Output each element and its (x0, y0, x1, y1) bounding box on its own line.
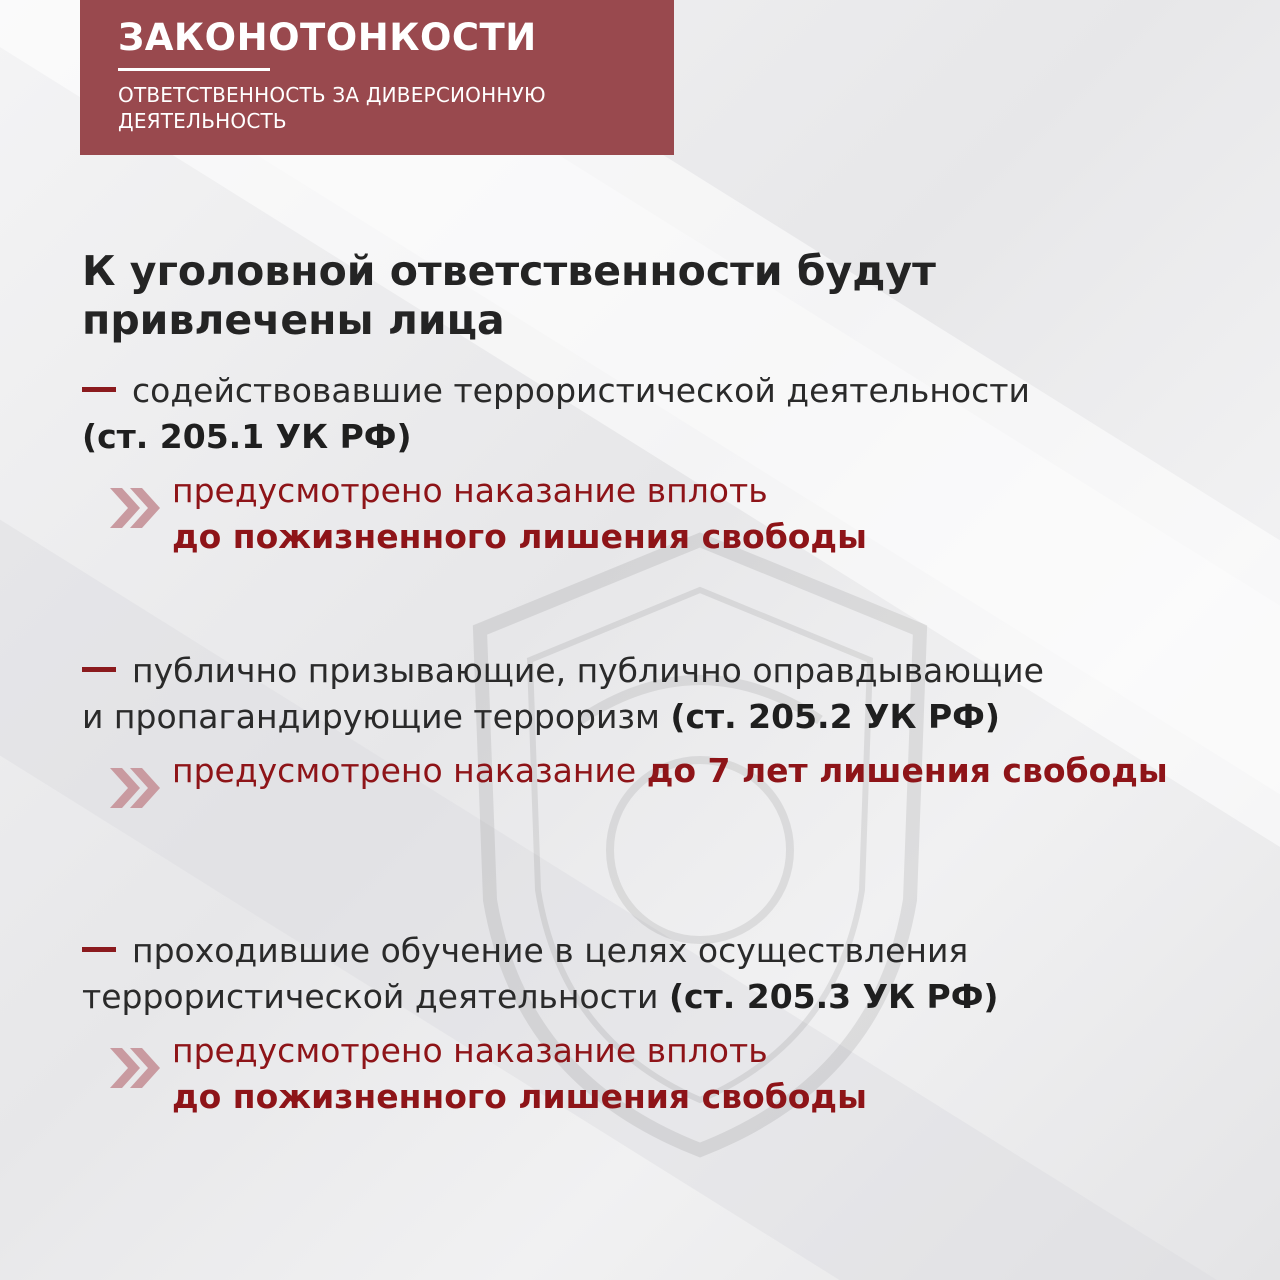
header-banner (80, 0, 674, 155)
penalty-text: предусмотрено наказание (172, 751, 637, 790)
item-text: проходившие обучение в целях осуществления (132, 931, 969, 970)
penalty-text: предусмотрено наказание вплоть (172, 1031, 768, 1070)
header-underline (118, 68, 270, 71)
list-item (82, 368, 1252, 460)
penalty-emphasis: до пожизненного лишения свободы (172, 1077, 867, 1116)
item-text: публично призывающие, публично оправдывающие (132, 651, 1044, 690)
list-item (82, 928, 1252, 1020)
dash-marker (82, 667, 116, 672)
item-text: и пропагандирующие терроризм (82, 697, 660, 736)
item-citation: (ст. 205.3 УК РФ) (668, 977, 999, 1016)
dash-marker (82, 947, 116, 952)
dash-marker (82, 387, 116, 392)
list-item (82, 648, 1252, 740)
header-subtitle: ОТВЕТСТВЕННОСТЬ ЗА ДИВЕРСИОННУЮ ДЕЯТЕЛЬНОСТЬ (118, 83, 546, 133)
penalty-text: предусмотрено наказание вплоть (172, 471, 768, 510)
penalty-emphasis: до пожизненного лишения свободы (172, 517, 867, 556)
header-title: ЗАКОНОТОНКОСТИ (118, 16, 537, 59)
item-text: содействовавшие террористической деятельности (132, 371, 1030, 410)
lead-heading: К уголовной ответственности будут привлечены лица (82, 247, 936, 344)
chevron-double-right-icon (108, 486, 162, 530)
penalty-emphasis: до 7 лет лишения свободы (646, 751, 1168, 790)
chevron-double-right-icon (108, 1046, 162, 1090)
item-citation: (ст. 205.2 УК РФ) (670, 697, 1000, 736)
item-text: террористической деятельности (82, 977, 659, 1016)
item-citation: (ст. 205.1 УК РФ) (82, 417, 412, 456)
chevron-double-right-icon (108, 766, 162, 810)
